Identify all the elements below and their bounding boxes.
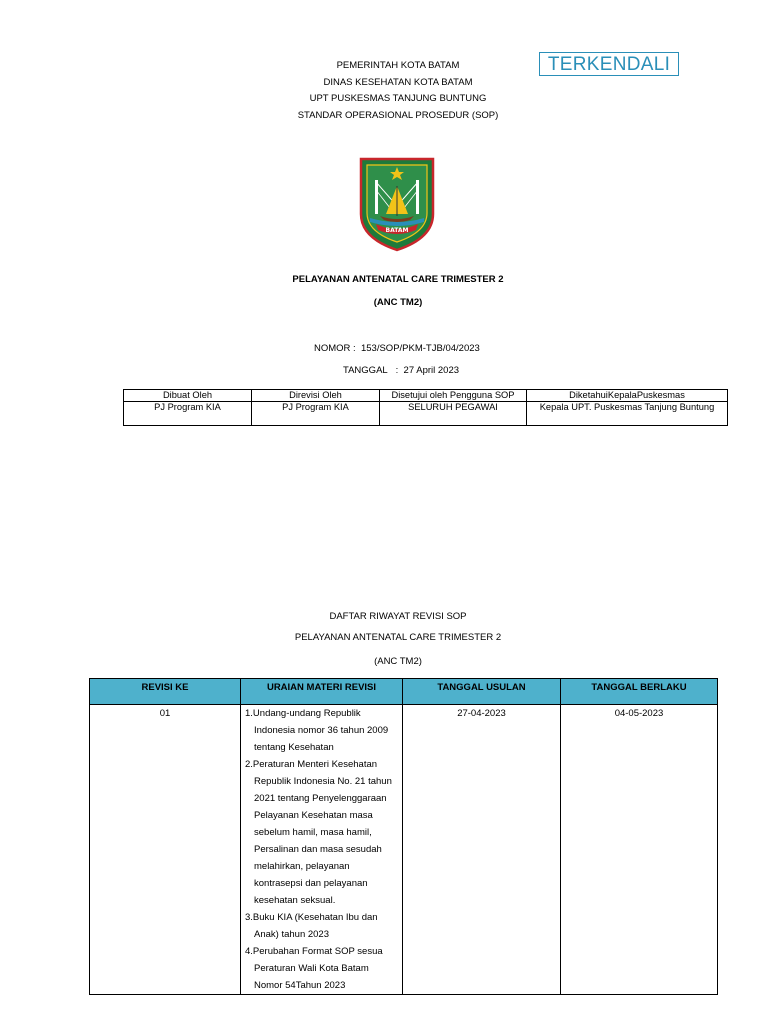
header-line-3: UPT PUSKESMAS TANJUNG BUNTUNG <box>309 93 487 104</box>
revision-heading: DAFTAR RIWAYAT REVISI SOP <box>329 611 467 622</box>
approval-table <box>123 389 728 426</box>
nomor-label: NOMOR : <box>314 343 356 354</box>
header-line-2: DINAS KESEHATAN KOTA BATAM <box>323 76 473 88</box>
sop-title: PELAYANAN ANTENATAL CARE TRIMESTER 2 <box>292 274 504 285</box>
nomor-line <box>314 343 480 354</box>
approval-header-cell: Disetujui oleh Pengguna SOP <box>380 390 527 402</box>
batam-city-logo <box>358 156 436 252</box>
uraian-list <box>241 705 402 994</box>
approval-value-cell: PJ Program KIA <box>252 402 380 426</box>
tanggal-separator: : <box>395 365 399 376</box>
revision-col-header: REVISI KE <box>90 679 241 705</box>
revision-col-header: URAIAN MATERI REVISI <box>241 679 403 705</box>
revision-subtitle: (ANC TM2) <box>374 656 422 667</box>
approval-value-row <box>124 402 728 426</box>
nomor-value: 153/SOP/PKM-TJB/04/2023 <box>360 343 480 354</box>
list-item: 4.Perubahan Format SOP sesua Peraturan Wali Kota Batam Nomor 54Tahun 2023 <box>245 946 383 991</box>
approval-value-cell: SELURUH PEGAWAI <box>380 402 527 426</box>
list-item: 3.Buku KIA (Kesehatan Ibu dan Anak) tahun 2023 <box>245 912 378 940</box>
terkendali-stamp: TERKENDALI <box>539 52 679 76</box>
header-line-1: PEMERINTAH KOTA BATAM <box>336 60 460 71</box>
approval-header-cell: DiketahuiKepalaPuskesmas <box>527 390 728 402</box>
tanggal-value: 27 April 2023 <box>403 365 460 376</box>
tanggal-usulan-cell: 27-04-2023 <box>403 705 561 995</box>
approval-value-cell: Kepala UPT. Puskesmas Tanjung Buntung <box>527 402 728 426</box>
uraian-cell <box>241 705 403 995</box>
approval-header-cell: Dibuat Oleh <box>124 390 252 402</box>
list-item: 1.Undang-undang Republik Indonesia nomor 36 tahun 2009 tentang Kesehatan <box>245 708 389 753</box>
batam-emblem-icon <box>358 156 436 252</box>
list-item: 2.Peraturan Menteri Kesehatan Republik Indonesia No. 21 tahun 2021 tentang Penyelenggaraan Pelayanan Kesehatan masa sebelum hamil, masa hamil, Persalinan dan masa sesudah melahirkan, pelayanan kontrasepsi dan pelayanan kesehatan seksual. <box>245 759 392 906</box>
revision-header-row <box>90 679 718 705</box>
approval-header-cell: Direvisi Oleh <box>252 390 380 402</box>
tanggal-berlaku-cell: 04-05-2023 <box>561 705 718 995</box>
revision-col-header: TANGGAL USULAN <box>403 679 561 705</box>
revisi-ke-cell: 01 <box>90 705 241 995</box>
logo-batam-label: BATAM <box>385 227 409 234</box>
revision-col-header: TANGGAL BERLAKU <box>561 679 718 705</box>
approval-value-cell: PJ Program KIA <box>124 402 252 426</box>
revision-table <box>89 678 718 995</box>
header-line-4: STANDAR OPERASIONAL PROSEDUR (SOP) <box>297 109 499 121</box>
approval-header-row <box>124 390 728 402</box>
tanggal-line <box>343 365 459 376</box>
revision-title: PELAYANAN ANTENATAL CARE TRIMESTER 2 <box>294 632 502 643</box>
table-row <box>90 705 718 995</box>
tanggal-label: TANGGAL <box>343 365 388 376</box>
sop-subtitle: (ANC TM2) <box>373 297 423 308</box>
